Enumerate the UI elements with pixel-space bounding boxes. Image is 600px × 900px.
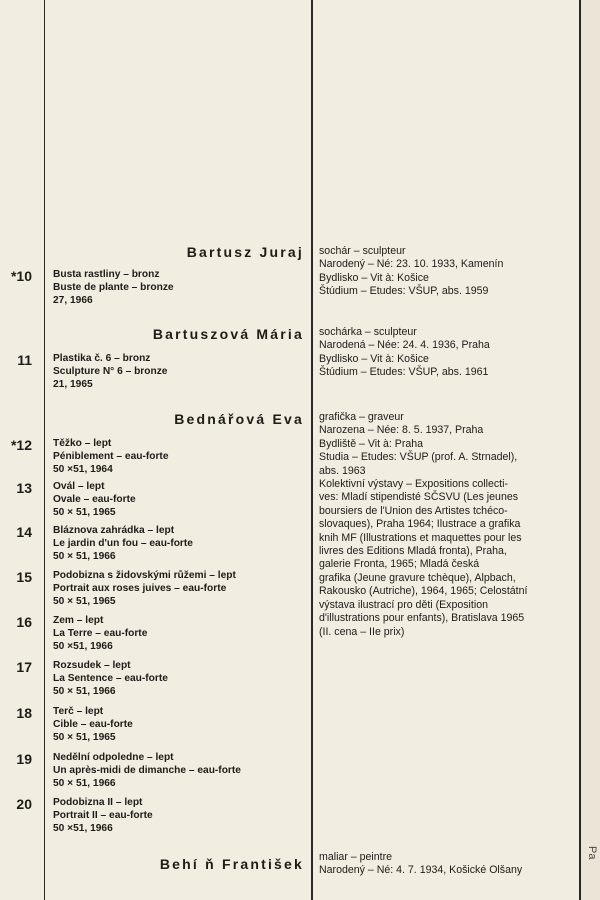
artist-name: Bartuszová Mária <box>152 326 304 342</box>
entry-number: 19 <box>16 751 32 767</box>
info-line: Štúdium – Etudes: VŠUP, abs. 1959 <box>319 285 489 298</box>
entry-number: 16 <box>16 614 32 630</box>
entry-line: Un après-midi de dimanche – eau-forte <box>53 765 241 777</box>
entry-line: Plastika č. 6 – bronz <box>53 353 151 364</box>
info-line: Studia – Etudes: VŠUP (prof. A. Strnadel), <box>319 451 518 464</box>
entry-number: 15 <box>16 569 32 585</box>
entry-line: Těžko – lept <box>53 438 112 449</box>
entry-line: La Sentence – eau-forte <box>53 673 168 685</box>
entry-line: Ovale – eau-forte <box>53 494 136 506</box>
info-line: boursiers de l'Union des Artistes tchéco- <box>319 504 508 517</box>
info-line: (II. cena – IIe prix) <box>319 625 405 638</box>
info-line: d'illustrations pour enfants), Bratislava 1965 <box>319 612 525 625</box>
entry-description <box>53 659 168 699</box>
page-edge <box>581 0 600 900</box>
artist-name: Behí ň František <box>159 856 304 872</box>
info-line: livres des Editions Mladá fronta), Praha, <box>319 545 507 558</box>
info-line: slovaques), Praha 1964; Ilustrace a grafika <box>319 518 521 531</box>
entry-line: Portrait II – eau-forte <box>53 810 153 822</box>
entry-description <box>53 751 241 791</box>
left-margin-rule <box>44 0 45 900</box>
info-line: Narozena – Née: 8. 5. 1937, Praha <box>319 424 484 437</box>
info-line: Bydliště – Vit à: Praha <box>319 437 424 450</box>
info-line: Bydlisko – Vit à: Košice <box>319 271 429 284</box>
entry-number: 11 <box>17 352 32 368</box>
info-line: knih MF (Illustrations et maquettes pour les <box>319 531 522 544</box>
info-line: sochár – sculpteur <box>319 245 406 257</box>
entry-line: 50 × 51, 1966 <box>53 551 116 563</box>
entry-number: 14 <box>16 524 32 540</box>
artist-name: Bartusz Juraj <box>186 244 304 260</box>
entry-line: Le jardin d'un fou – eau-forte <box>53 538 193 550</box>
entry-line: Péniblement – eau-forte <box>53 451 169 463</box>
info-line: grafika (Jeune gravure tchèque), Alpbach, <box>319 571 516 584</box>
entry-number: *12 <box>10 437 32 453</box>
entry-description <box>53 569 236 609</box>
info-line: abs. 1963 <box>319 464 366 477</box>
entry-description <box>53 705 133 745</box>
info-line: galerie Fronta, 1965; Mladá česká <box>319 558 480 571</box>
info-line: Bydlisko – Vit à: Košice <box>319 352 429 365</box>
artist-name: Bednářová Eva <box>174 411 304 427</box>
edge-fragment: Pa <box>586 846 598 860</box>
entry-line: 27, 1966 <box>53 295 93 307</box>
entry-line: Bláznova zahrádka – lept <box>53 525 175 536</box>
entry-number: 13 <box>16 480 32 496</box>
info-line: Narodený – Né: 23. 10. 1933, Kamenín <box>319 258 504 271</box>
info-line: výstava ilustrací pro děti (Exposition <box>319 598 488 611</box>
right-margin-rule <box>579 0 581 900</box>
entry-line: 21, 1965 <box>53 379 93 391</box>
entry-line: Podobizna s židovskými růžemi – lept <box>53 570 236 581</box>
entry-description <box>53 437 169 477</box>
entry-number: 20 <box>16 796 32 812</box>
entry-description <box>53 480 136 520</box>
artist-info <box>319 851 577 878</box>
entry-number: 18 <box>16 705 32 721</box>
entry-number: *10 <box>10 268 32 284</box>
entry-line: Portrait aux roses juives – eau-forte <box>53 583 227 595</box>
entry-line: Busta rastliny – bronz <box>53 269 160 280</box>
entry-description <box>53 268 174 308</box>
entry-line: Buste de plante – bronze <box>53 282 174 294</box>
entry-line: Nedělní odpoledne – lept <box>53 752 174 763</box>
entry-line: Cible – eau-forte <box>53 719 133 731</box>
entry-line: 50 × 51, 1965 <box>53 732 116 744</box>
entry-line: Podobizna II – lept <box>53 797 143 808</box>
entry-line: Terč – lept <box>53 706 104 717</box>
column-divider <box>311 0 313 900</box>
info-line: Kolektivní výstavy – Expositions collecti- <box>319 478 508 491</box>
info-line: grafička – graveur <box>319 411 404 423</box>
info-line: Narodená – Née: 24. 4. 1936, Praha <box>319 339 490 352</box>
artist-info <box>319 411 577 639</box>
entry-line: Sculpture N° 6 – bronze <box>53 366 168 378</box>
artist-info <box>319 245 577 299</box>
entry-line: 50 × 51, 1966 <box>53 686 116 698</box>
entry-line: 50 ×51, 1966 <box>53 823 113 835</box>
entry-line: La Terre – eau-forte <box>53 628 148 640</box>
entry-line: Ovál – lept <box>53 481 105 492</box>
info-line: sochárka – sculpteur <box>319 326 417 338</box>
artist-info <box>319 326 577 380</box>
info-line: Štúdium – Etudes: VŠUP, abs. 1961 <box>319 366 489 379</box>
entry-description <box>53 352 167 392</box>
info-line: maliar – peintre <box>319 851 393 863</box>
entry-description <box>53 524 193 564</box>
info-line: ves: Mladí stipendisté SČSVU (Les jeunes <box>319 491 519 504</box>
entry-line: 50 ×51, 1964 <box>53 464 113 476</box>
entry-line: 50 × 51, 1966 <box>53 778 116 790</box>
entry-description <box>53 796 153 836</box>
entry-line: 50 × 51, 1965 <box>53 596 116 608</box>
entry-description <box>53 614 147 654</box>
info-line: Rakousko (Autriche), 1964, 1965; Celostátní <box>319 585 528 598</box>
info-line: Narodený – Né: 4. 7. 1934, Košické Olšany <box>319 864 523 877</box>
entry-line: 50 × 51, 1965 <box>53 507 116 519</box>
entry-number: 17 <box>16 659 32 675</box>
entry-line: Zem – lept <box>53 615 104 626</box>
entry-line: 50 ×51, 1966 <box>53 641 113 653</box>
entry-line: Rozsudek – lept <box>53 660 131 671</box>
